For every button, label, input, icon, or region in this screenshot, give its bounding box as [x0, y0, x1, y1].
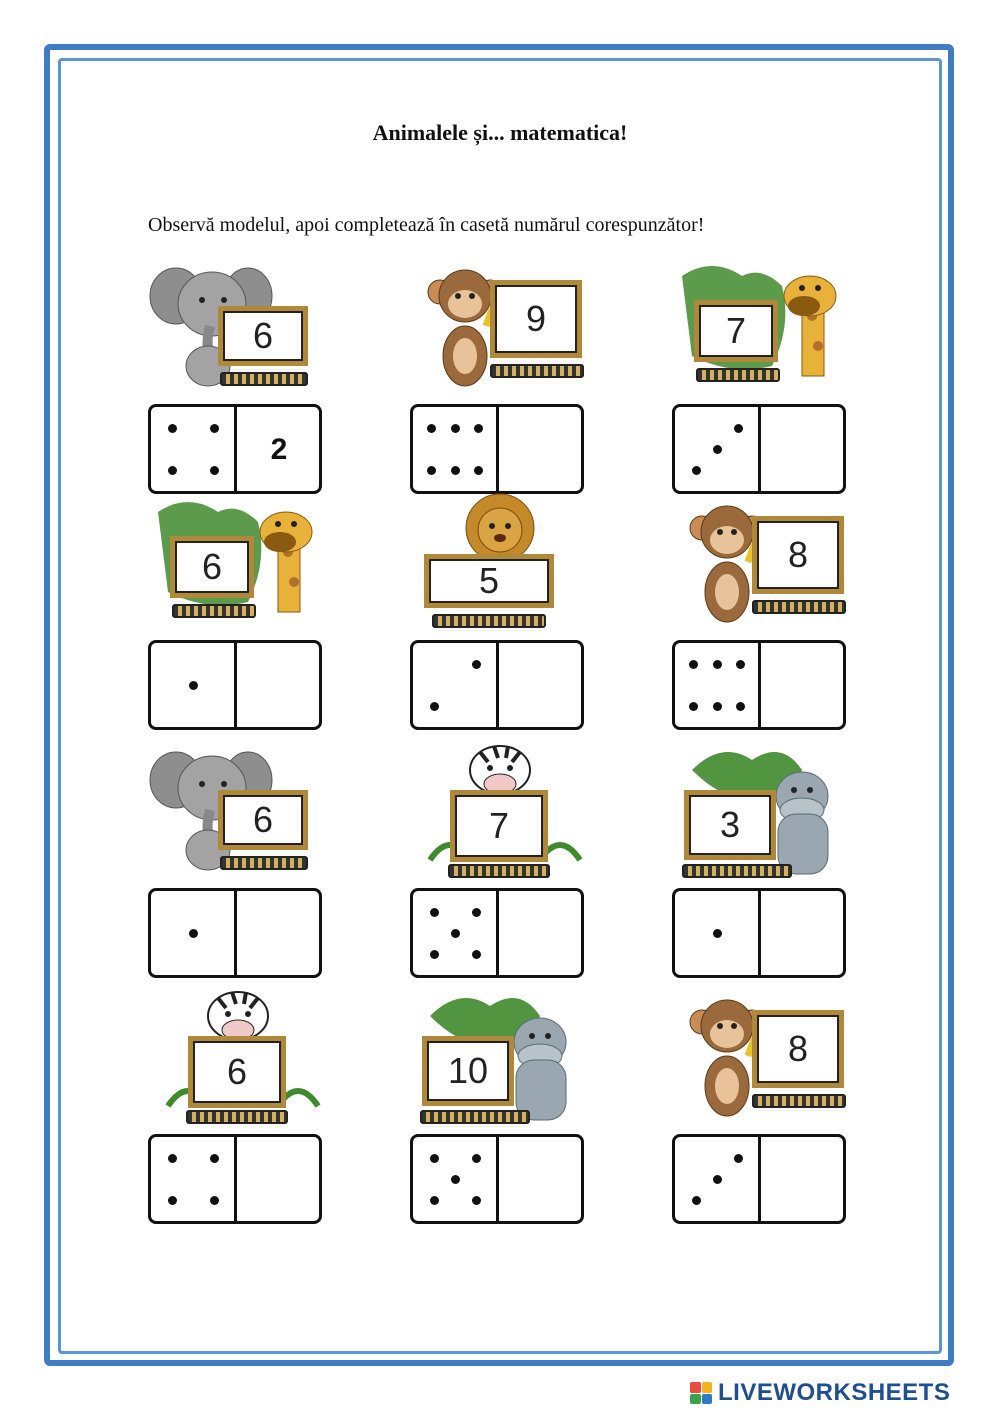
computer-monitor	[752, 1010, 844, 1088]
monitor-number: 8	[787, 534, 809, 575]
domino-left-dots	[413, 643, 497, 727]
domino-answer-box	[497, 407, 581, 491]
computer-monitor	[422, 1036, 514, 1106]
monitor-number: 9	[525, 298, 547, 339]
keyboard-icon	[696, 368, 780, 382]
domino-dot	[692, 466, 701, 475]
exercise-card	[410, 492, 590, 732]
answer-input[interactable]	[497, 1137, 585, 1223]
monitor-number: 10	[447, 1050, 489, 1091]
exercise-card	[148, 986, 328, 1226]
animal-illustration	[410, 256, 590, 396]
computer-monitor	[752, 516, 844, 594]
domino	[672, 404, 846, 494]
exercise-card	[148, 256, 328, 496]
domino-dot	[713, 1175, 722, 1184]
keyboard-icon	[220, 372, 308, 386]
domino-left-dots	[675, 891, 759, 975]
domino-dot	[472, 950, 481, 959]
domino-dot	[189, 929, 198, 938]
liveworksheets-brand: LIVEWORKSHEETS	[718, 1379, 951, 1406]
answer-input[interactable]	[497, 407, 585, 493]
domino	[148, 404, 322, 494]
domino-dot	[210, 466, 219, 475]
domino-answer-box	[497, 643, 581, 727]
domino-answer-box	[759, 891, 843, 975]
domino-dot	[713, 660, 722, 669]
answer-input[interactable]	[759, 891, 847, 977]
domino-left-dots	[675, 1137, 759, 1221]
keyboard-icon	[448, 864, 550, 878]
animal-illustration	[410, 492, 590, 632]
keyboard-icon	[752, 1094, 846, 1108]
answer-input[interactable]	[235, 643, 323, 729]
domino-dot	[713, 445, 722, 454]
domino-dot	[430, 702, 439, 711]
keyboard-icon	[432, 614, 546, 628]
domino-dot	[713, 929, 722, 938]
domino-left-dots	[151, 1137, 235, 1221]
domino-dot	[472, 1154, 481, 1163]
answer-input[interactable]	[497, 891, 585, 977]
keyboard-icon	[490, 364, 584, 378]
domino-answer-box	[759, 1137, 843, 1221]
animal-illustration	[148, 986, 328, 1126]
animal-illustration	[672, 740, 852, 880]
domino-left-dots	[151, 407, 235, 491]
answer-input[interactable]	[759, 643, 847, 729]
domino	[672, 1134, 846, 1224]
monitor-number: 5	[478, 560, 500, 601]
domino-dot	[427, 424, 436, 433]
domino-left-dots	[675, 407, 759, 491]
computer-monitor	[170, 536, 254, 598]
domino-dot	[210, 1196, 219, 1205]
domino-answer-box	[759, 643, 843, 727]
computer-monitor	[490, 280, 582, 358]
domino-answer-box	[759, 407, 843, 491]
exercise-card	[148, 492, 328, 732]
computer-monitor	[450, 790, 548, 862]
animal-illustration	[148, 740, 328, 880]
exercise-card	[148, 740, 328, 980]
exercise-card	[672, 256, 852, 496]
domino-dot	[474, 466, 483, 475]
domino	[148, 1134, 322, 1224]
domino-answer-box	[235, 407, 319, 491]
domino-dot	[168, 424, 177, 433]
computer-monitor	[188, 1036, 286, 1108]
monitor-number: 6	[252, 315, 274, 356]
domino-left-dots	[413, 891, 497, 975]
animal-illustration	[672, 256, 852, 396]
domino-dot	[168, 1196, 177, 1205]
answer-input[interactable]	[759, 407, 847, 493]
keyboard-icon	[752, 600, 846, 614]
animal-illustration	[148, 256, 328, 396]
domino-answer-box	[235, 643, 319, 727]
domino-dot	[430, 1196, 439, 1205]
domino-dot	[430, 950, 439, 959]
domino	[672, 888, 846, 978]
animal-illustration	[672, 986, 852, 1126]
domino-answer-box	[497, 1137, 581, 1221]
answer-input[interactable]	[759, 1137, 847, 1223]
domino	[410, 888, 584, 978]
keyboard-icon	[172, 604, 256, 618]
domino-dot	[736, 660, 745, 669]
domino-dot	[734, 424, 743, 433]
monitor-number: 8	[787, 1028, 809, 1069]
domino-answer-box	[235, 891, 319, 975]
domino-left-dots	[413, 407, 497, 491]
exercise-card	[410, 740, 590, 980]
answer-input[interactable]	[235, 891, 323, 977]
exercise-card	[672, 492, 852, 732]
worksheet-instruction: Observă modelul, apoi completează în casetă numărul corespunzător!	[148, 214, 705, 236]
domino-dot	[430, 1154, 439, 1163]
computer-monitor	[218, 790, 308, 850]
answer-input[interactable]	[235, 1137, 323, 1223]
domino-dot	[472, 908, 481, 917]
monitor-number: 6	[226, 1051, 248, 1092]
domino-dot	[736, 702, 745, 711]
domino-left-dots	[413, 1137, 497, 1221]
domino	[410, 1134, 584, 1224]
domino-dot	[472, 1196, 481, 1205]
domino-dot	[189, 681, 198, 690]
computer-monitor	[684, 790, 776, 860]
animal-illustration	[410, 740, 590, 880]
domino	[148, 640, 322, 730]
keyboard-icon	[682, 864, 792, 878]
computer-monitor	[694, 300, 778, 362]
animal-illustration	[410, 986, 590, 1126]
domino	[148, 888, 322, 978]
domino-dot	[210, 424, 219, 433]
domino-dot	[689, 702, 698, 711]
exercise-card	[672, 986, 852, 1226]
monitor-number: 3	[719, 804, 741, 845]
domino-left-dots	[151, 643, 235, 727]
domino-dot	[427, 466, 436, 475]
domino-dot	[430, 908, 439, 917]
computer-monitor	[424, 554, 554, 608]
domino-dot	[474, 424, 483, 433]
domino-dot	[451, 466, 460, 475]
exercise-card	[410, 986, 590, 1226]
keyboard-icon	[220, 856, 308, 870]
worksheet-title: Animalele și... matematica!	[372, 120, 628, 145]
answer-input[interactable]	[497, 643, 585, 729]
domino-dot	[451, 1175, 460, 1184]
domino-answer-box	[235, 1137, 319, 1221]
domino-dot	[713, 702, 722, 711]
monitor-number: 6	[252, 799, 274, 840]
keyboard-icon	[420, 1110, 530, 1124]
domino-dot	[689, 660, 698, 669]
liveworksheets-logo	[690, 1378, 990, 1408]
domino-dot	[451, 424, 460, 433]
domino	[672, 640, 846, 730]
domino-dot	[168, 466, 177, 475]
animal-illustration	[148, 492, 328, 632]
keyboard-icon	[186, 1110, 288, 1124]
liveworksheets-logo-icon	[690, 1382, 712, 1404]
domino-dot	[210, 1154, 219, 1163]
domino-dot	[168, 1154, 177, 1163]
domino-left-dots	[675, 643, 759, 727]
domino-dot	[692, 1196, 701, 1205]
domino	[410, 640, 584, 730]
answer-input[interactable]	[235, 407, 323, 493]
domino-dot	[451, 929, 460, 938]
exercise-card	[410, 256, 590, 496]
monitor-number: 6	[201, 546, 223, 587]
domino-dot	[472, 660, 481, 669]
exercise-card	[672, 740, 852, 980]
domino-dot	[734, 1154, 743, 1163]
domino	[410, 404, 584, 494]
domino-answer-box	[497, 891, 581, 975]
monitor-number: 7	[725, 310, 747, 351]
domino-left-dots	[151, 891, 235, 975]
animal-illustration	[672, 492, 852, 632]
monitor-number: 7	[488, 805, 510, 846]
computer-monitor	[218, 306, 308, 366]
